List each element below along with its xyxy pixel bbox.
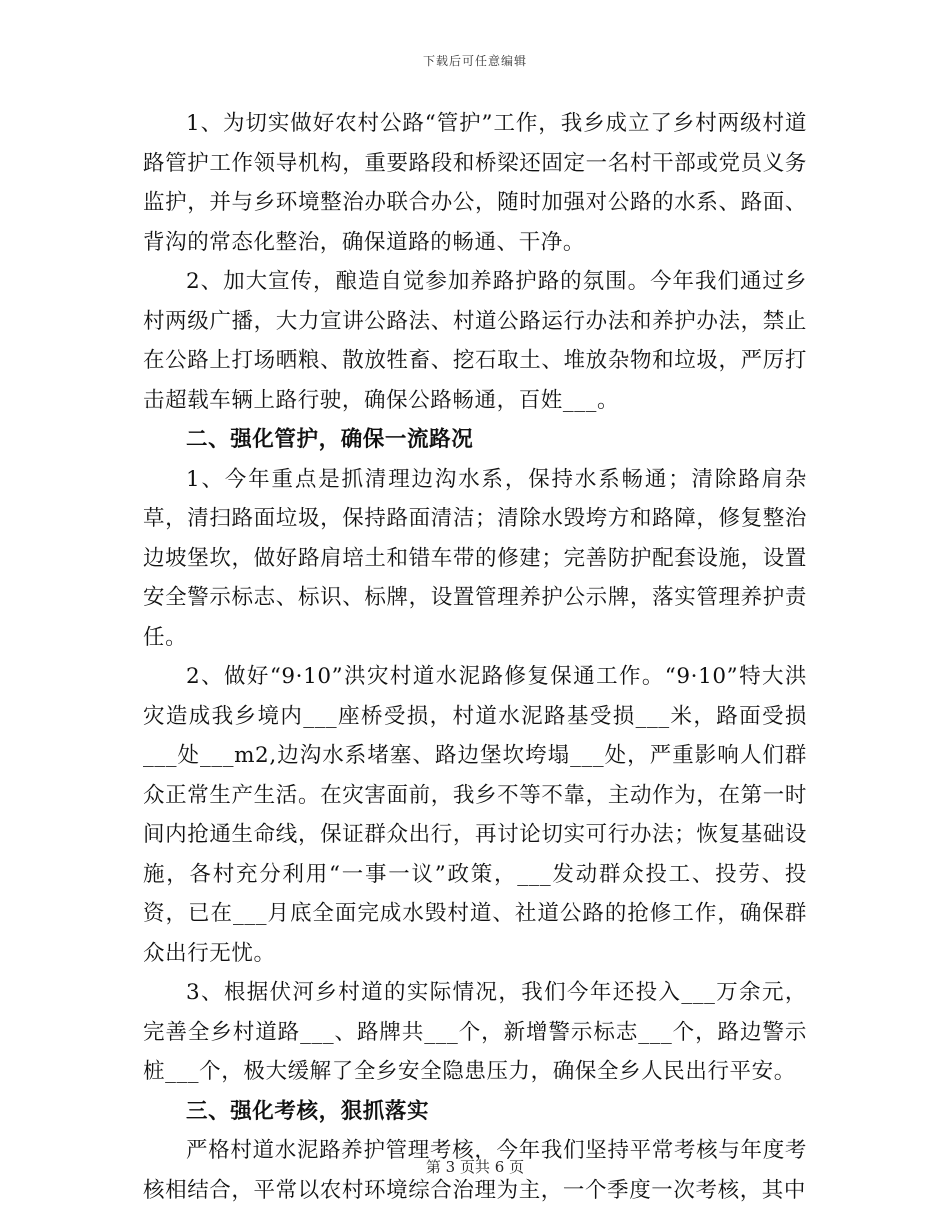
paragraph-3: 1、今年重点是抓清理边沟水系，保持水系畅通；清除路肩杂草，清扫路面垃圾，保持路面清洁；清除水毁垮方和路障，修复整治边坡堡坎，做好路肩培土和错车带的修建；完善防护配套设施，设置安全警示标志、标识、标牌，设置管理养护公示牌，落实管理养护责任。 [143, 466, 807, 650]
document-body [143, 104, 807, 1210]
paragraph-2: 2、加大宣传，酿造自觉参加养路护路的氛围。今年我们通过乡村两级广播，大力宣讲公路法、村道公路运行办法和养护办法，禁止在公路上打场晒粮、散放牲畜、挖石取土、堆放杂物和垃圾，严厉打击超载车辆上路行驶，确保公路畅通，百姓___。 [143, 269, 807, 413]
paragraph-5: 3、根据伏河乡村道的实际情况，我们今年还投入___万余元，完善全乡村道路___、路牌共___个，新增警示标志___个，路边警示桩___个，极大缓解了全乡安全隐患压力，确保全乡人民出行平安。 [143, 980, 807, 1084]
section-heading-2: 二、强化管护，确保一流路况 [186, 427, 474, 452]
header-note: 下载后可任意编辑 [422, 54, 527, 68]
section-heading-3: 三、强化考核，狠抓落实 [186, 1098, 430, 1124]
paragraph-4: 2、做好“9·10”洪灾村道水泥路修复保通工作。“9·10”特大洪灾造成我乡境内___座桥受损，村道水泥路基受损___米，路面受损___处___m2,边沟水系堵塞、路边堡坎垮塌___处，严重影响人们群众正常生产生活。在灾害面前，我乡不等不靠，主动作为，在第一时间内抢通生命线，保证群众出行，再讨论切实可行办法；恢复基础设施，各村充分利用“一事一议”政策，___发动群众投工、投劳、投资，已在___月底全面完成水毁村道、社道公路的抢修工作，确保群众出行无忧。 [143, 664, 807, 966]
paragraph-6: 严格村道水泥路养护管理考核，今年我们坚持平常考核与年度考核相结合，平常以农村环境综合治理为主，一个季度一次考核，其中 [143, 1138, 807, 1203]
paragraph-1: 1、为切实做好农村公路“管护”工作，我乡成立了乡村两级村道路管护工作领导机构，重要路段和桥梁还固定一名村干部或党员义务监护，并与乡环境整治办联合办公，随时加强对公路的水系、路面、背沟的常态化整治，确保道路的畅通、干净。 [143, 111, 807, 255]
page-number: 第 3 页共 6 页 [425, 1158, 525, 1176]
